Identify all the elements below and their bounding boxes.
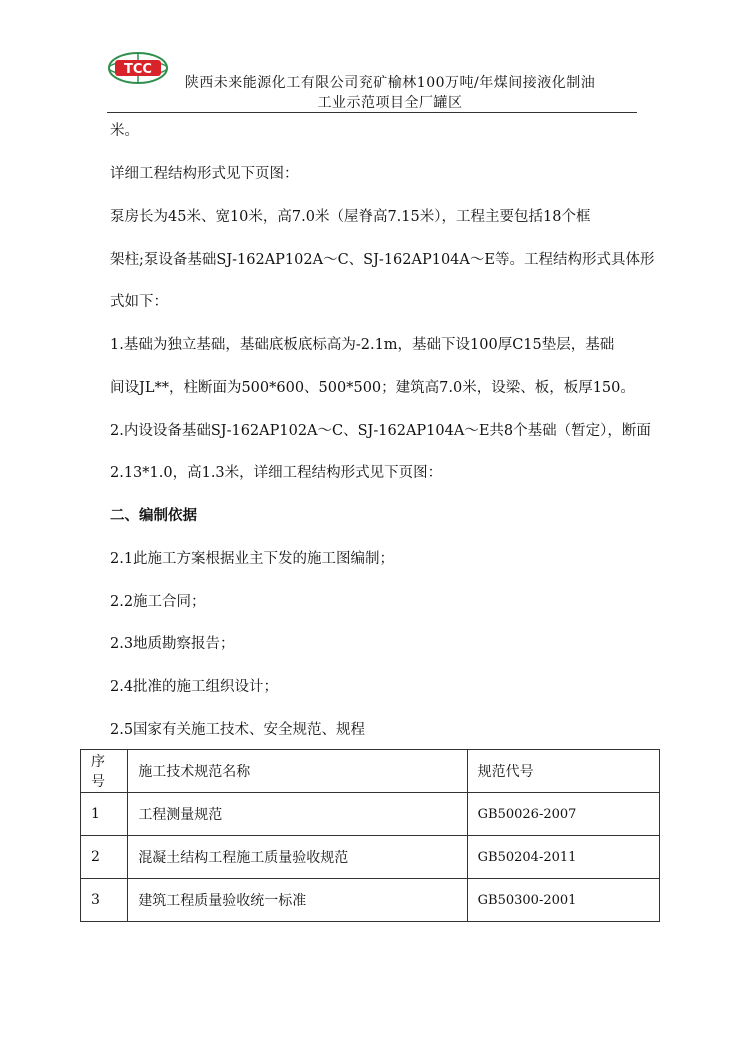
header-index: 序号 — [81, 750, 128, 793]
row-index: 3 — [81, 879, 128, 922]
row-standard-name: 混凝土结构工程施工质量验收规范 — [128, 836, 467, 879]
basis-item-1: 2.1此施工方案根据业主下发的施工图编制； — [110, 551, 395, 567]
paragraph-pump-house-line2: 架柱;泵设备基础SJ-162AP102A～C、SJ-162AP104A～E等。工程结构形式具体形 — [110, 252, 655, 268]
header-title-line1: 陕西未来能源化工有限公司兖矿榆林100万吨/年煤间接液化制油 — [184, 75, 596, 91]
paragraph-foundation-line2: 间设JL**，柱断面为500*600、500*500；建筑高7.0米，设梁、板，板厚150。 — [110, 380, 635, 396]
header-title-line2: 工业示范项目全厂罐区 — [317, 95, 463, 111]
basis-item-4: 2.4批准的施工组织设计； — [110, 679, 279, 695]
row-index: 2 — [81, 836, 128, 879]
row-index: 1 — [81, 793, 128, 836]
logo-text: TCC — [124, 62, 152, 77]
header-standard-code: 规范代号 — [467, 750, 659, 793]
paragraph-structure-ref: 详细工程结构形式见下页图： — [110, 166, 299, 182]
section-heading-basis: 二、编制依据 — [110, 507, 197, 524]
paragraph-pump-house-line1: 泵房长为45米、宽10米，高7.0米（屋脊高7.15米），工程主要包括18个框 — [110, 209, 591, 225]
row-standard-code: GB50204-2011 — [467, 836, 659, 879]
basis-item-3: 2.3地质勘察报告； — [110, 636, 235, 652]
table-row — [81, 836, 660, 879]
paragraph-continuation: 米。 — [110, 123, 139, 139]
header-rule — [107, 112, 637, 113]
table-row — [81, 879, 660, 922]
row-standard-name: 工程测量规范 — [128, 793, 467, 836]
table-row — [81, 793, 660, 836]
row-standard-code: GB50300-2001 — [467, 879, 659, 922]
paragraph-foundation-line1: 1.基础为独立基础，基础底板底标高为-2.1m，基础下设100厚C15垫层，基础 — [110, 337, 615, 353]
basis-item-2: 2.2施工合同； — [110, 594, 206, 610]
paragraph-equipment-line2: 2.13*1.0，高1.3米，详细工程结构形式见下页图： — [110, 465, 443, 481]
row-standard-name: 建筑工程质量验收统一标准 — [128, 879, 467, 922]
standards-table — [80, 749, 660, 922]
page-header — [0, 0, 744, 112]
header-standard-name: 施工技术规范名称 — [128, 750, 467, 793]
table-header-row — [81, 750, 660, 793]
basis-item-5: 2.5国家有关施工技术、安全规范、规程 — [110, 722, 366, 738]
row-standard-code: GB50026-2007 — [467, 793, 659, 836]
paragraph-pump-house-line3: 式如下： — [110, 294, 168, 310]
paragraph-equipment-line1: 2.内设设备基础SJ-162AP102A～C、SJ-162AP104A～E共8个基础（暂定），断面 — [110, 423, 651, 439]
